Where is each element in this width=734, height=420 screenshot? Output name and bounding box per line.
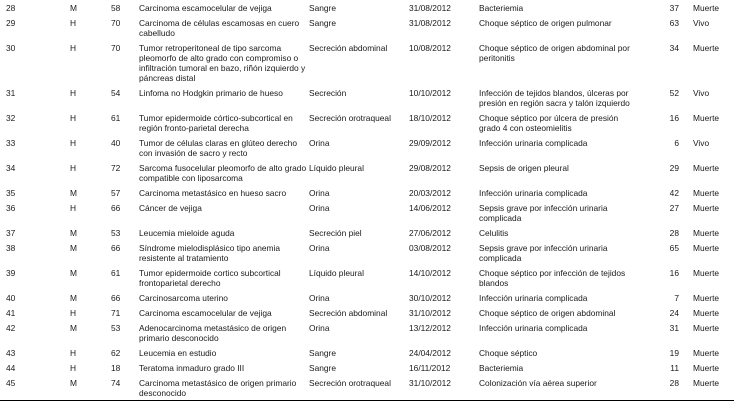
patient-age-cell: 71 bbox=[111, 308, 121, 318]
outcome-cell: Muerte bbox=[693, 228, 720, 238]
days-count-cell: 63 bbox=[669, 18, 679, 28]
table-row bbox=[0, 40, 734, 85]
outcome-cell: Muerte bbox=[693, 3, 720, 13]
patient-id-cell: 36 bbox=[6, 203, 16, 213]
days-count-cell: 24 bbox=[669, 308, 679, 318]
culture-date-cell: 31/10/2012 bbox=[409, 375, 479, 401]
culture-date-cell: 03/08/2012 bbox=[409, 243, 451, 253]
days-count-cell: 29 bbox=[669, 163, 679, 173]
table-row bbox=[0, 345, 734, 360]
diagnosis-cell: Síndrome mielodisplásico tipo anemia resistente al tratamiento bbox=[139, 243, 281, 263]
infection-type-cell: Infección de tejidos blandos, úlceras por presión en región sacra y talón izquierdo bbox=[479, 88, 630, 108]
culture-date-cell: 29/09/2012 bbox=[409, 138, 451, 148]
patient-sex-cell: H bbox=[70, 138, 77, 148]
infection-type-cell: Choque séptico de origen abdominal por peritonitis bbox=[479, 43, 630, 63]
infection-type-cell: Infección urinaria complicada bbox=[479, 323, 588, 333]
table-row bbox=[0, 185, 734, 200]
outcome-cell: Muerte bbox=[693, 348, 720, 358]
sample-type-cell: Secreción orotraqueal bbox=[309, 113, 391, 123]
patient-id-cell: 39 bbox=[6, 268, 16, 278]
diagnosis-cell: Carcinoma metastásico en hueso sacro bbox=[139, 188, 287, 198]
outcome-cell: Muerte bbox=[693, 113, 720, 123]
patient-id-cell: 41 bbox=[6, 308, 16, 318]
sample-type-cell: Sangre bbox=[309, 363, 337, 373]
sample-type-cell: Secreción orotraqueal bbox=[309, 375, 409, 401]
diagnosis-cell: Adenocarcinoma metastásico de origen primario desconocido bbox=[139, 323, 287, 343]
sample-type-cell: Orina bbox=[309, 188, 330, 198]
patient-age-cell: 61 bbox=[111, 268, 121, 278]
patient-id-cell: 37 bbox=[6, 228, 16, 238]
patient-age-cell: 53 bbox=[111, 323, 121, 333]
table-row bbox=[0, 290, 734, 305]
sample-type-cell: Sangre bbox=[309, 18, 337, 28]
infection-type-cell: Sepsis grave por infección urinaria complicada bbox=[479, 243, 608, 263]
culture-date-cell: 24/04/2012 bbox=[409, 348, 451, 358]
table-row bbox=[0, 305, 734, 320]
table-row bbox=[0, 360, 734, 375]
patient-id-cell: 28 bbox=[6, 3, 16, 13]
diagnosis-cell: Carcinoma escamocelular de vejiga bbox=[139, 3, 272, 13]
infection-type-cell: Colonización vía aérea superior bbox=[479, 375, 639, 401]
diagnosis-cell: Carcinoma metastásico de origen primario desconocido bbox=[139, 375, 309, 401]
patient-id-cell: 35 bbox=[6, 188, 16, 198]
culture-date-cell: 31/08/2012 bbox=[409, 3, 451, 13]
infection-type-cell: Choque séptico por infección de tejidos blandos bbox=[479, 268, 626, 288]
patient-id-cell: 42 bbox=[6, 323, 16, 333]
patient-id-cell: 33 bbox=[6, 138, 16, 148]
days-count-cell: 31 bbox=[669, 323, 679, 333]
culture-date-cell: 14/10/2012 bbox=[409, 268, 451, 278]
diagnosis-cell: Teratoma inmaduro grado III bbox=[139, 363, 245, 373]
diagnosis-cell: Tumor de células claras en glúteo derecho con invasión de sacro y recto bbox=[139, 138, 297, 158]
patient-id-cell: 44 bbox=[6, 363, 16, 373]
patient-sex-cell: M bbox=[70, 188, 77, 198]
days-count-cell: 6 bbox=[674, 138, 679, 148]
table-row bbox=[0, 200, 734, 225]
culture-date-cell: 20/03/2012 bbox=[409, 188, 451, 198]
outcome-cell: Muerte bbox=[693, 363, 720, 373]
infection-type-cell: Celulitis bbox=[479, 228, 509, 238]
infection-type-cell: Choque séptico de origen pulmonar bbox=[479, 18, 612, 28]
outcome-cell: Muerte bbox=[693, 43, 720, 53]
outcome-cell: Muerte bbox=[683, 375, 734, 401]
patient-sex-cell: M bbox=[70, 293, 77, 303]
table-row bbox=[0, 135, 734, 160]
culture-date-cell: 27/06/2012 bbox=[409, 228, 451, 238]
culture-date-cell: 16/11/2012 bbox=[409, 363, 451, 373]
patient-sex-cell: M bbox=[70, 323, 77, 333]
sample-type-cell: Orina bbox=[309, 293, 330, 303]
culture-date-cell: 13/12/2012 bbox=[409, 323, 451, 333]
infection-type-cell: Sepsis de origen pleural bbox=[479, 163, 569, 173]
diagnosis-cell: Sarcoma fusocelular pleomorfo de alto grado compatible con liposarcoma bbox=[139, 163, 307, 183]
patient-id-cell: 45 bbox=[0, 375, 40, 401]
outcome-cell: Vivo bbox=[693, 18, 710, 28]
days-count-cell: 34 bbox=[669, 43, 679, 53]
patient-id-cell: 40 bbox=[6, 293, 16, 303]
table-row bbox=[0, 375, 734, 401]
outcome-cell: Muerte bbox=[693, 308, 720, 318]
days-count-cell: 65 bbox=[669, 243, 679, 253]
patient-id-cell: 43 bbox=[6, 348, 16, 358]
infection-type-cell: Bacteriemia bbox=[479, 3, 524, 13]
days-count-cell: 7 bbox=[674, 293, 679, 303]
sample-type-cell: Líquido pleural bbox=[309, 163, 364, 173]
diagnosis-cell: Carcinosarcoma uterino bbox=[139, 293, 228, 303]
culture-date-cell: 18/10/2012 bbox=[409, 113, 451, 123]
patient-sex-cell: M bbox=[40, 375, 106, 401]
outcome-cell: Muerte bbox=[693, 203, 720, 213]
culture-date-cell: 30/10/2012 bbox=[409, 293, 451, 303]
sample-type-cell: Orina bbox=[309, 203, 330, 213]
table-row bbox=[0, 265, 734, 290]
sample-type-cell: Sangre bbox=[309, 3, 337, 13]
days-count-cell: 19 bbox=[669, 348, 679, 358]
days-count-cell: 11 bbox=[670, 363, 679, 373]
patient-sex-cell: H bbox=[70, 203, 77, 213]
outcome-cell: Muerte bbox=[693, 163, 720, 173]
diagnosis-cell: Tumor epidermoide córtico-subcortical en región fronto-parietal derecha bbox=[139, 113, 293, 133]
sample-type-cell: Orina bbox=[309, 138, 330, 148]
patient-age-cell: 62 bbox=[111, 348, 121, 358]
sample-type-cell: Líquido pleural bbox=[309, 268, 364, 278]
diagnosis-cell: Carcinoma de células escamosas en cuero cabelludo bbox=[139, 18, 300, 38]
days-count-cell: 16 bbox=[669, 113, 679, 123]
table-row bbox=[0, 0, 734, 15]
patient-sex-cell: H bbox=[70, 43, 77, 53]
infection-type-cell: Bacteriemia bbox=[479, 363, 524, 373]
table-row bbox=[0, 160, 734, 185]
diagnosis-cell: Linfoma no Hodgkin primario de hueso bbox=[139, 88, 283, 98]
culture-date-cell: 31/10/2012 bbox=[409, 308, 451, 318]
patient-sex-cell: H bbox=[70, 308, 77, 318]
diagnosis-cell: Carcinoma escamocelular de vejiga bbox=[139, 308, 272, 318]
outcome-cell: Vivo bbox=[693, 88, 710, 98]
culture-date-cell: 31/08/2012 bbox=[409, 18, 451, 28]
sample-type-cell: Secreción bbox=[309, 88, 347, 98]
sample-type-cell: Orina bbox=[309, 323, 330, 333]
patient-age-cell: 72 bbox=[111, 163, 121, 173]
patient-age-cell: 66 bbox=[111, 203, 121, 213]
patient-age-cell: 18 bbox=[111, 363, 121, 373]
culture-date-cell: 14/06/2012 bbox=[409, 203, 451, 213]
sample-type-cell: Secreción abdominal bbox=[309, 43, 388, 53]
culture-date-cell: 10/10/2012 bbox=[409, 88, 451, 98]
diagnosis-cell: Cáncer de vejiga bbox=[139, 203, 202, 213]
outcome-cell: Muerte bbox=[693, 323, 720, 333]
table-row bbox=[0, 225, 734, 240]
table-row bbox=[0, 240, 734, 265]
infection-type-cell: Choque séptico por úlcera de presión grado 4 con osteomielitis bbox=[479, 113, 619, 133]
patient-sex-cell: H bbox=[70, 113, 77, 123]
patient-sex-cell: H bbox=[70, 363, 77, 373]
diagnosis-cell: Tumor epidermoide cortico subcortical frontoparietal derecho bbox=[139, 268, 281, 288]
patient-sex-cell: H bbox=[70, 163, 77, 173]
infection-type-cell: Choque séptico de origen abdominal bbox=[479, 308, 616, 318]
patient-id-cell: 29 bbox=[6, 18, 16, 28]
patient-sex-cell: H bbox=[70, 348, 77, 358]
patient-id-cell: 32 bbox=[6, 113, 16, 123]
patient-id-cell: 34 bbox=[6, 163, 16, 173]
diagnosis-cell: Leucemia en estudio bbox=[139, 348, 217, 358]
infection-type-cell: Choque séptico bbox=[479, 348, 538, 358]
patient-age-cell: 74 bbox=[106, 375, 139, 401]
outcome-cell: Muerte bbox=[693, 268, 720, 278]
sample-type-cell: Sangre bbox=[309, 348, 337, 358]
days-count-cell: 52 bbox=[669, 88, 679, 98]
outcome-cell: Muerte bbox=[693, 293, 720, 303]
patient-sex-cell: M bbox=[70, 243, 77, 253]
infection-type-cell: Infección urinaria complicada bbox=[479, 188, 588, 198]
patient-sex-cell: M bbox=[70, 228, 77, 238]
patient-age-cell: 40 bbox=[111, 138, 121, 148]
patient-age-cell: 70 bbox=[111, 43, 121, 53]
sample-type-cell: Secreción abdominal bbox=[309, 308, 388, 318]
patient-age-cell: 53 bbox=[111, 228, 121, 238]
patient-sex-cell: H bbox=[70, 18, 77, 28]
culture-date-cell: 29/08/2012 bbox=[409, 163, 451, 173]
days-count-cell: 28 bbox=[669, 228, 679, 238]
outcome-cell: Muerte bbox=[693, 243, 720, 253]
diagnosis-cell: Leucemia mieloide aguda bbox=[139, 228, 235, 238]
patient-sex-cell: M bbox=[70, 268, 77, 278]
patient-age-cell: 70 bbox=[111, 18, 121, 28]
days-count-cell: 27 bbox=[669, 203, 679, 213]
infection-type-cell: Sepsis grave por infección urinaria complicada bbox=[479, 203, 608, 223]
outcome-cell: Muerte bbox=[693, 188, 720, 198]
patient-age-cell: 54 bbox=[111, 88, 121, 98]
sample-type-cell: Orina bbox=[309, 243, 330, 253]
patient-age-cell: 66 bbox=[111, 243, 121, 253]
days-count-cell: 28 bbox=[639, 375, 683, 401]
patient-id-cell: 31 bbox=[6, 88, 16, 98]
outcome-cell: Vivo bbox=[693, 138, 710, 148]
table-row bbox=[0, 110, 734, 135]
patient-sex-cell: H bbox=[70, 88, 77, 98]
patient-age-cell: 66 bbox=[111, 293, 121, 303]
days-count-cell: 37 bbox=[669, 3, 679, 13]
days-count-cell: 16 bbox=[669, 268, 679, 278]
table-row bbox=[0, 320, 734, 345]
diagnosis-cell: Tumor retroperitoneal de tipo sarcoma pleomorfo de alto grado con compromiso o infiltración tumoral en bazo, riñón izquierdo y páncreas distal bbox=[139, 43, 306, 83]
sample-type-cell: Secreción piel bbox=[309, 228, 362, 238]
table-row bbox=[0, 85, 734, 110]
patient-id-cell: 38 bbox=[6, 243, 16, 253]
patient-age-cell: 61 bbox=[111, 113, 121, 123]
patient-sex-cell: M bbox=[70, 3, 77, 13]
infection-type-cell: Infección urinaria complicada bbox=[479, 138, 588, 148]
patient-age-cell: 58 bbox=[111, 3, 121, 13]
patient-age-cell: 57 bbox=[111, 188, 121, 198]
culture-date-cell: 10/08/2012 bbox=[409, 43, 451, 53]
patient-id-cell: 30 bbox=[6, 43, 16, 53]
table-row bbox=[0, 15, 734, 40]
days-count-cell: 42 bbox=[669, 188, 679, 198]
infection-type-cell: Infección urinaria complicada bbox=[479, 293, 588, 303]
